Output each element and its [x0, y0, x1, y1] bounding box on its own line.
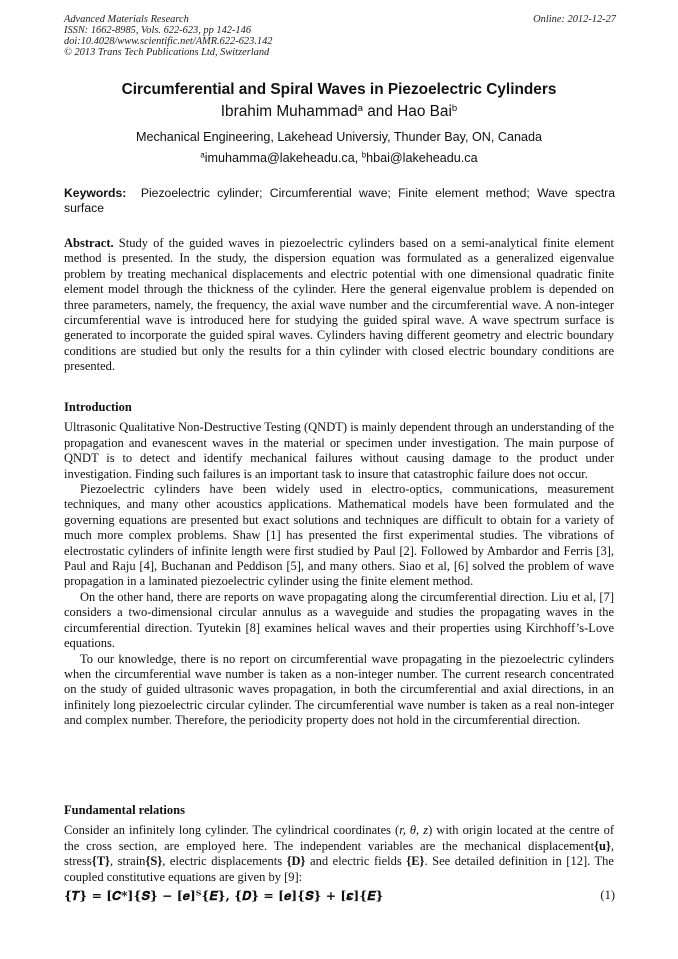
- author-name: Hao Bai: [397, 103, 452, 120]
- section-heading: Introduction: [64, 400, 132, 414]
- abstract-label: Abstract.: [64, 236, 114, 250]
- paper-title: Circumferential and Spiral Waves in Piezoelectric Cylinders: [121, 81, 557, 98]
- email-mark: b: [361, 150, 367, 160]
- author-affil-mark: a: [357, 102, 363, 114]
- math-symbol: {E}: [406, 854, 425, 869]
- copyright-line: © 2013 Trans Tech Publications Ltd, Switzerland: [64, 47, 270, 58]
- introduction-section: [64, 400, 614, 729]
- author-name: Ibrahim Muhammad: [220, 103, 358, 120]
- text-run: , stress: [64, 838, 614, 869]
- email-link[interactable]: hbai@lakeheadu.ca: [366, 151, 478, 165]
- math-coords: r, θ, z: [399, 823, 429, 838]
- math-symbol: {D}: [286, 854, 306, 869]
- doi-line: doi:10.4028/www.scientific.net/AMR.622-623.142: [64, 36, 273, 47]
- author-emails: [0, 151, 678, 165]
- math-symbol: {u}: [594, 838, 611, 853]
- author-affil-mark: b: [451, 102, 458, 114]
- equation-number: (1): [600, 888, 615, 902]
- paragraph: Piezoelectric cylinders have been widely used in electro-optics, communications, measurement techniques, and many other acoustics applications. Mathematical models have been formulated and the governing equations are presented but exact solutions and techniques are difficult to obtain for a variety of much more complex problems. Shaw [1] has presented the first experimental studies. The vibrations of electrostatic cylinders of infinite length were first studied by Paul [2]. Followed by Ambardor and Ferris [3], Paul and Raju [4], Buchanan and Peddison [5], and many others. Siao et al, [6] solved the problem of wave propagation in a laminated piezoelectric cylinder using the finite element method.: [64, 482, 614, 589]
- math-symbol: {T}: [91, 854, 110, 869]
- section-heading: Fundamental relations: [64, 803, 185, 817]
- journal-name: Advanced Materials Research: [64, 14, 189, 25]
- text-run: . See detailed definition in [12]. The coupled constitutive equations are given by [9]:: [64, 854, 614, 884]
- affiliation: Mechanical Engineering, Lakehead Universiy, Thunder Bay, ON, Canada: [135, 130, 543, 144]
- issn-line: ISSN: 1662-8985, Vols. 622-623, pp 142-146: [64, 25, 252, 36]
- fundamental-relations-section: [64, 803, 614, 885]
- author-conjunction: and: [362, 103, 398, 120]
- equation-expression: {𝑻} = [𝑪*]{𝑺} − [𝒆]ᵀ{𝑬}, {𝑫} = [𝒆]{𝑺} + [𝜺]{𝑬}: [64, 888, 384, 903]
- keywords: [64, 186, 615, 215]
- paragraph: Ultrasonic Qualitative Non-Destructive Testing (QNDT) is mainly dependent through an understanding of the propagation and evanescent waves in the material or specimen under investigation. The main purpose of QNDT is to detect and identify mechanical failures without causing damage to the product under investigation. Finding such failures is an important task to insure that catastrophic failure does not occur.: [64, 420, 614, 481]
- text-run: Consider an infinitely long cylinder. The cylindrical coordinates (: [64, 823, 400, 838]
- paragraph: On the other hand, there are reports on wave propagating along the circumferential direction. Liu et al, [7] considers a two-dimensional circular annulus as a waveguide and studies the propagating waves in the circumferential direction. Tyutekin [8] examines helical waves and their properties using Kirchhoff’s-Love equations.: [64, 589, 614, 651]
- online-date: Online: 2012-12-27: [533, 14, 616, 25]
- math-symbol: {S}: [145, 854, 163, 869]
- text-run: ) with origin located at the centre of the cross section, are employed here. The independent variables are the mechanical displacement: [64, 823, 615, 853]
- text-run: , strain: [109, 854, 146, 869]
- text-run: and electric fields: [305, 854, 407, 869]
- abstract-text: Study of the guided waves in piezoelectric cylinders based on a semi-analytical finite element method is presented. In the study, the dispersion equation was formulated as a generalized eigenvalue problem by treating mechanical displacements and electric potential with one dimensional quadratic finite element model through the thickness of the cylinder. Here the general eigenvalue problem is depended on three parameters, namely, the frequency, the axial wave number and the circumferential wave. A non-integer circumferential wave is introduced here for studying the guided spiral wave. A wave spectrum surface is generated to incorporate the guided spiral waves. Cylinders having different geometry and electric boundary conditions are studied but only the results for a thin cylinder with closed electric boundary conditions are presented.: [64, 236, 615, 374]
- paragraph: [64, 823, 614, 885]
- text-run: , electric displacements: [162, 854, 287, 869]
- paragraph: To our knowledge, there is no report on circumferential wave propagating in the piezoelectric cylinders when the circumferential wave number is taken as a non-integer number. The current research concentrated on the study of guided ultrasonic waves propagation, in both the circumferential and axial directions, in an infinitely long piezoelectric circular cylinder. The circumferential wave number is taken as a real non-integer and complex number. Therefore, the periodicity property does not hold in the circumferential direction.: [64, 651, 614, 728]
- keywords-label: Keywords:: [64, 186, 127, 200]
- abstract: [64, 236, 614, 375]
- email-mark: a: [200, 150, 205, 160]
- journal-header: [64, 14, 616, 58]
- equation-1: [64, 888, 615, 906]
- author-list: [0, 103, 678, 121]
- email-separator: ,: [354, 151, 362, 165]
- keywords-text: Piezoelectric cylinder; Circumferential wave; Finite element method; Wave spectra surface: [64, 186, 615, 215]
- email-link[interactable]: imuhamma@lakeheadu.ca: [204, 151, 355, 165]
